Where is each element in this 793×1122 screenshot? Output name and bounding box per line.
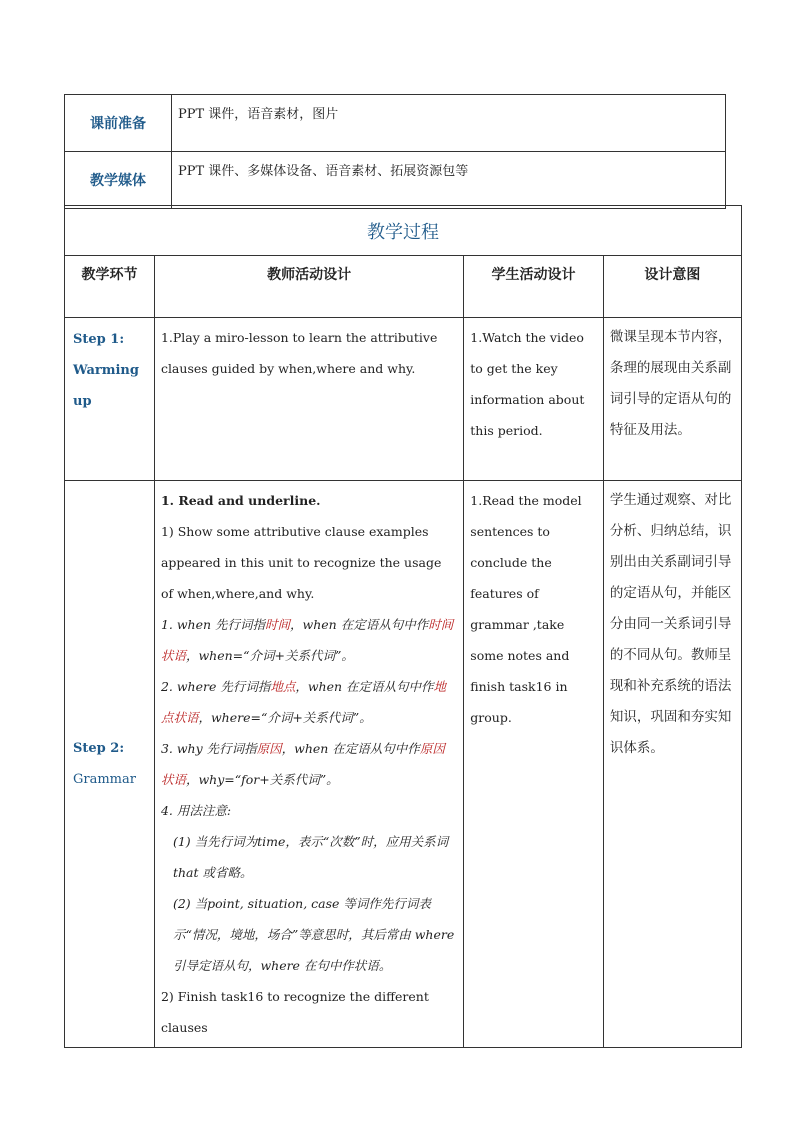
usage-when xyxy=(161,609,457,671)
step2-intent: 学生通过观察、对比分析、归纳总结，识别出由关系副词引导的定语从句，并能区分由同一关系词引导的不同从句。教师呈现和补充系统的语法知识，巩固和夯实知识体系。 xyxy=(603,481,741,1048)
usage-where-c: ，where=“介词+关系代词”。 xyxy=(198,710,372,725)
step1-label xyxy=(65,318,155,481)
step1-teacher: 1.Play a miro-lesson to learn the attributive clauses guided by when,where and why. xyxy=(154,318,463,481)
step2-student: 1.Read the model sentences to conclude the features of grammar ,take some notes and finish task16 in group. xyxy=(464,481,604,1048)
prep-value-media: PPT 课件、多媒体设备、语音素材、拓展资源包等 xyxy=(172,152,726,209)
step2-label-b: Grammar xyxy=(73,772,136,787)
header-teacher: 教师活动设计 xyxy=(154,256,463,318)
step2-heading: 1. Read and underline. xyxy=(160,493,321,508)
header-row xyxy=(65,256,742,318)
usage-why-red2: 原因状语 xyxy=(160,741,445,787)
prep-label-materials: 课前准备 xyxy=(65,95,172,152)
usage-note-2: (2) 当point, situation, case 等词作先行词表示“情况，境地，场合”等意思时，其后常由 where 引导定语从句，where 在句中作状语。 xyxy=(172,896,455,973)
usage-where-red2: 地点状语 xyxy=(160,679,447,725)
header-stage: 教学环节 xyxy=(65,256,155,318)
step1-label-c: up xyxy=(73,394,92,409)
usage-where-red1: 地点 xyxy=(270,679,296,694)
prep-value-materials: PPT 课件，语音素材，图片 xyxy=(172,95,726,152)
step2-row xyxy=(65,481,742,1048)
process-title: 教学过程 xyxy=(65,206,742,256)
header-intent: 设计意图 xyxy=(603,256,741,318)
prep-row-media xyxy=(65,152,726,209)
prep-row-materials xyxy=(65,95,726,152)
usage-when-b: ，when 在定语从句中作 xyxy=(290,617,429,632)
usage-when-a: 1. when 先行词指 xyxy=(160,617,266,632)
step2-label xyxy=(65,481,155,1048)
usage-when-red1: 时间 xyxy=(265,617,291,632)
process-title-row xyxy=(65,206,742,256)
usage-why-a: 3. why 先行词指 xyxy=(160,741,257,756)
usage-why-b: ，when 在定语从句中作 xyxy=(281,741,420,756)
prep-table xyxy=(64,94,726,209)
process-table xyxy=(64,205,742,1048)
step2-point1: 1) Show some attributive clause examples appeared in this unit to recognize the usage of when,where,and why. xyxy=(160,524,442,601)
usage-when-red2: 时间状语 xyxy=(160,617,454,663)
step1-label-a: Step 1: xyxy=(73,332,125,347)
usage-why xyxy=(161,733,457,795)
usage-where xyxy=(161,671,457,733)
usage-note-1: (1) 当先行词为time，表示“次数”时，应用关系词 that 或省略。 xyxy=(172,834,449,880)
step1-student: 1.Watch the video to get the key information about this period. xyxy=(464,318,604,481)
usage-notes-heading: 4. 用法注意: xyxy=(160,803,232,818)
step1-row xyxy=(65,318,742,481)
usage-why-red1: 原因 xyxy=(256,741,282,756)
prep-label-media: 教学媒体 xyxy=(65,152,172,209)
usage-where-a: 2. where 先行词指 xyxy=(160,679,271,694)
step2-label-a: Step 2: xyxy=(73,741,125,756)
step2-teacher xyxy=(154,481,463,1048)
usage-where-b: ，when 在定语从句中作 xyxy=(295,679,434,694)
usage-why-c: ，why=“for+关系代词”。 xyxy=(185,772,339,787)
header-student: 学生活动设计 xyxy=(464,256,604,318)
step1-label-b: Warming xyxy=(73,363,139,378)
usage-when-c: ，when=“介词+关系代词”。 xyxy=(185,648,354,663)
step1-intent: 微课呈现本节内容，条理的展现由关系副词引导的定语从句的特征及用法。 xyxy=(603,318,741,481)
step2-point2: 2) Finish task16 to recognize the different clauses xyxy=(160,989,429,1035)
